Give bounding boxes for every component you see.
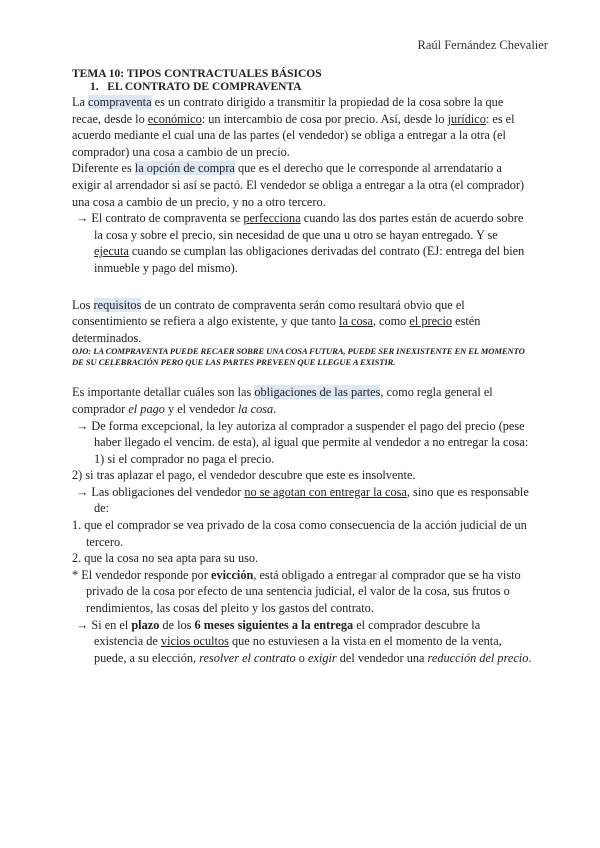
arrow-item-suspension: → De forma excepcional, la ley autoriza al comprador a suspender el pago del precio (pese haber llegado el vencim. de esta), al igual que permite al vendedor a no entregar la cosa: 1) si el comprador no paga el precio.: [76, 418, 529, 466]
highlight-compraventa: compraventa: [88, 95, 152, 109]
list-item-2: 2. que la cosa no sea apta para su uso.: [72, 551, 259, 566]
arrow-icon: →: [76, 418, 89, 433]
arrow-icon: →: [76, 484, 89, 499]
highlight-requisitos: requisitos: [93, 297, 142, 312]
highlight-opcion-compra: la opción de compra: [134, 161, 235, 176]
arrow-item-perfeccion: → El contrato de compraventa se perfecciona cuando las dos partes están de acuerdo sobre la cosa y sobre el precio, sin necesidad de que una u otro se hayan entregado. Y se ejecuta cuando se cumplan las obligaciones derivadas del contrato (EJ: entrega del bien inmueble y pago del mismo).: [76, 211, 525, 275]
arrow-item-vicios-ocultos: → Si en el plazo de los 6 meses siguientes a la entrega el comprador descubre la existencia de vicios ocultos que no estuviesen a la vista en el momento de la venta, puede, a su elección, resolver el contrato o exigir del vendedor una reducción del precio.: [76, 617, 532, 665]
note-ojo: OJO: LA COMPRAVENTA PUEDE RECAER SOBRE UNA COSA FUTURA, PUEDE SER INEXISTENTE EN EL MOMENTO DE SU CELEBRACIÓN PERO QUE LAS PARTES PREVEEN QUE LLEGUE A EXISTIR.: [72, 346, 525, 368]
list-item-eviccion: * El vendedor responde por evicción, está obligado a entregar al comprador que se ha visto privado de la cosa por efecto de una sentencia judicial, el valor de la cosa, sus frutos o rendimientos, las cosas del pleito y los gastos del contrato.: [72, 567, 521, 616]
sub-item-insolvente: 2) si tras aplazar el pago, el vendedor descubre que este es insolvente.: [72, 468, 416, 483]
paragraph-requisitos: Los requisitos de un contrato de compraventa serán como resultará obvio que el consentimiento se refiera a algo existente, y que tanto la cosa, como el precio estén determinados.: [72, 297, 481, 345]
arrow-icon: →: [76, 617, 89, 632]
author-name: Raúl Fernández Chevalier: [417, 38, 548, 52]
paragraph-obligaciones: Es importante detallar cuáles son las obligaciones de las partes, como regla general el comprador el pago y el vendedor la cosa.: [72, 385, 493, 416]
page-title: TEMA 10: TIPOS CONTRACTUALES BÁSICOS: [72, 68, 322, 80]
section-number: 1.: [90, 81, 99, 93]
arrow-icon: →: [76, 211, 89, 226]
list-item-1: 1. que el comprador se vea privado de la cosa como consecuencia de la acción judicial de un tercero.: [72, 518, 527, 549]
paragraph-opcion-compra: Diferente es la opción de compra que es el derecho que le corresponde al arrendatario a exigir al arrendador si así se pactó. El vendedor se obliga a entregar a la otra (el comprador) una cosa a cambio de un precio, y no a otro tercero.: [72, 161, 525, 209]
section-label: EL CONTRATO DE COMPRAVENTA: [107, 81, 302, 93]
arrow-item-vendedor: → Las obligaciones del vendedor no se agotan con entregar la cosa, sino que es responsable de:: [76, 484, 529, 516]
section-heading: [90, 81, 532, 94]
document-body: [72, 68, 532, 666]
paragraph-definition: La compraventa es un contrato dirigido a transmitir la propiedad de la cosa sobre la que recae, desde lo económico: un intercambio de cosa por precio. Así, desde lo jurídico: es el acuerdo mediante el cual una de las partes (el vendedor) se obliga a entregar a la otra (el comprador) una cosa a cambio de un precio.: [72, 95, 515, 159]
highlight-obligaciones: obligaciones de las partes: [254, 385, 381, 400]
